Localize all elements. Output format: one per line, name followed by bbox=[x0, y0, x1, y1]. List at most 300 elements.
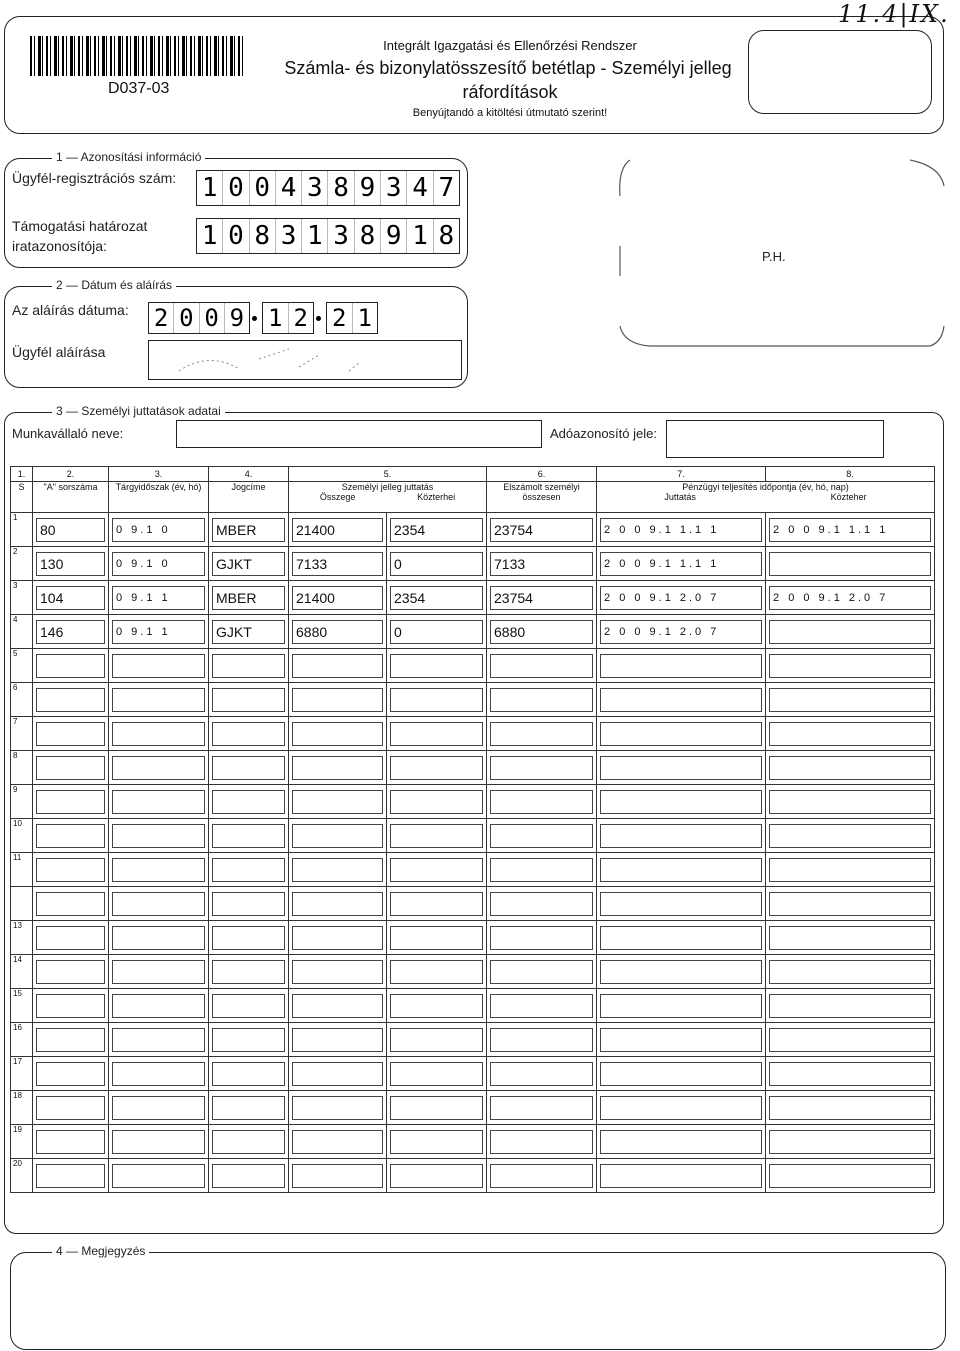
table-cell bbox=[597, 649, 766, 683]
charge-payment-date-field[interactable]: 2 0 0 9.1 2.0 7 bbox=[769, 586, 931, 610]
table-cell bbox=[597, 1057, 766, 1091]
charge-payment-date-field[interactable] bbox=[769, 620, 931, 644]
table-cell bbox=[289, 853, 387, 887]
benefit-payment-date-field[interactable] bbox=[600, 1028, 762, 1052]
charge-payment-date-field[interactable] bbox=[769, 756, 931, 780]
table-cell bbox=[109, 1091, 209, 1125]
date-year[interactable]: 2 0 0 9 bbox=[148, 302, 250, 334]
benefit-payment-date-field[interactable] bbox=[600, 688, 762, 712]
amount-field[interactable] bbox=[292, 926, 383, 950]
title-field[interactable]: MBER bbox=[212, 586, 285, 610]
table-row bbox=[11, 989, 935, 1023]
table-cell bbox=[387, 1125, 487, 1159]
table-cell bbox=[766, 547, 935, 581]
table-cell bbox=[766, 853, 935, 887]
benefit-payment-date-field[interactable] bbox=[600, 1062, 762, 1086]
settled-total-field[interactable] bbox=[490, 1130, 593, 1154]
header-payment-group bbox=[597, 482, 935, 513]
title-field[interactable] bbox=[212, 858, 285, 882]
settled-total-field[interactable]: 23754 bbox=[490, 518, 593, 542]
table-cell bbox=[766, 751, 935, 785]
system-name: Integrált Igazgatási és Ellenőrzési Rendszer bbox=[383, 38, 637, 53]
title-field[interactable] bbox=[212, 892, 285, 916]
a-serial-field[interactable]: 146 bbox=[36, 620, 105, 644]
table-cell bbox=[33, 513, 109, 547]
table-cell bbox=[33, 581, 109, 615]
charge-payment-date-field[interactable] bbox=[769, 858, 931, 882]
form-title-2: ráfordítások bbox=[462, 82, 558, 102]
charge-payment-date-field[interactable] bbox=[769, 1130, 931, 1154]
public-charge-field[interactable]: 2354 bbox=[390, 586, 483, 610]
charge-payment-date-field[interactable] bbox=[769, 1028, 931, 1052]
public-charge-field[interactable] bbox=[390, 824, 483, 848]
table-cell bbox=[209, 887, 289, 921]
barcode bbox=[30, 36, 244, 76]
header-personal-label: Személyi jelleg juttatás bbox=[341, 482, 434, 492]
signature-label: Ügyfél aláírása bbox=[12, 344, 106, 360]
table-cell bbox=[766, 1159, 935, 1193]
title-field[interactable] bbox=[212, 1096, 285, 1120]
amount-field[interactable] bbox=[292, 994, 383, 1018]
a-serial-field[interactable] bbox=[36, 824, 105, 848]
table-body bbox=[11, 513, 935, 1193]
amount-field[interactable]: 21400 bbox=[292, 586, 383, 610]
table-row bbox=[11, 717, 935, 751]
table-cell bbox=[109, 853, 209, 887]
benefit-payment-date-field[interactable] bbox=[600, 994, 762, 1018]
table-cell bbox=[597, 1159, 766, 1193]
public-charge-field[interactable] bbox=[390, 1062, 483, 1086]
charge-payment-date-field[interactable] bbox=[769, 654, 931, 678]
amount-field[interactable] bbox=[292, 654, 383, 678]
period-field[interactable] bbox=[112, 1096, 205, 1120]
table-cell bbox=[387, 1023, 487, 1057]
table-cell bbox=[766, 717, 935, 751]
amount-field[interactable] bbox=[292, 790, 383, 814]
client-reg-number: 1 0 0 4 3 8 9 3 4 7 bbox=[196, 170, 460, 206]
public-charge-field[interactable] bbox=[390, 858, 483, 882]
table-row bbox=[11, 581, 935, 615]
table-cell bbox=[209, 649, 289, 683]
table-cell bbox=[487, 1057, 597, 1091]
table-cell bbox=[487, 1091, 597, 1125]
public-charge-field[interactable] bbox=[390, 654, 483, 678]
table-cell bbox=[597, 615, 766, 649]
form-code: D037-03 bbox=[108, 80, 170, 97]
charge-payment-date-field[interactable] bbox=[769, 926, 931, 950]
table-cell bbox=[487, 717, 597, 751]
table-cell bbox=[597, 819, 766, 853]
title-field[interactable]: GJKT bbox=[212, 620, 285, 644]
public-charge-field[interactable] bbox=[390, 994, 483, 1018]
settled-total-field[interactable]: 23754 bbox=[490, 586, 593, 610]
table-cell bbox=[487, 547, 597, 581]
table-cell bbox=[766, 1023, 935, 1057]
table-cell bbox=[209, 547, 289, 581]
table-cell bbox=[487, 887, 597, 921]
a-serial-field[interactable]: 104 bbox=[36, 586, 105, 610]
employee-name-label: Munkavállaló neve: bbox=[12, 426, 124, 441]
table-cell bbox=[109, 615, 209, 649]
table-cell bbox=[209, 785, 289, 819]
benefit-payment-date-field[interactable] bbox=[600, 926, 762, 950]
header-period: Tárgyidőszak (év, hó) bbox=[109, 482, 209, 513]
amount-field[interactable] bbox=[292, 960, 383, 984]
section4-title: 4 — Megjegyzés bbox=[52, 1244, 149, 1258]
period-field[interactable] bbox=[112, 926, 205, 950]
settled-total-field[interactable]: 7133 bbox=[490, 552, 593, 576]
a-serial-field[interactable] bbox=[36, 892, 105, 916]
col-number: 5. bbox=[289, 467, 487, 482]
date-label: Az aláírás dátuma: bbox=[12, 302, 129, 318]
title-field[interactable]: GJKT bbox=[212, 552, 285, 576]
row-number: 2 bbox=[11, 547, 33, 581]
title-field[interactable] bbox=[212, 1062, 285, 1086]
public-charge-field[interactable] bbox=[390, 1096, 483, 1120]
table-cell bbox=[109, 1159, 209, 1193]
table-cell bbox=[487, 1159, 597, 1193]
settled-total-field[interactable] bbox=[490, 1164, 593, 1188]
amount-field[interactable] bbox=[292, 824, 383, 848]
table-cell bbox=[766, 955, 935, 989]
benefit-payment-date-field[interactable] bbox=[600, 1096, 762, 1120]
table-row bbox=[11, 1125, 935, 1159]
public-charge-field[interactable] bbox=[390, 926, 483, 950]
benefit-payment-date-field[interactable] bbox=[600, 858, 762, 882]
amount-field[interactable] bbox=[292, 756, 383, 780]
charge-payment-date-field[interactable] bbox=[769, 892, 931, 916]
row-number: 18 bbox=[11, 1091, 33, 1125]
row-number: 7 bbox=[11, 717, 33, 751]
title-field[interactable] bbox=[212, 926, 285, 950]
table-cell bbox=[289, 581, 387, 615]
settled-total-field[interactable] bbox=[490, 654, 593, 678]
settled-total-field[interactable] bbox=[490, 824, 593, 848]
amount-field[interactable]: 7133 bbox=[292, 552, 383, 576]
header-benefit: Juttatás bbox=[664, 492, 696, 502]
benefit-payment-date-field[interactable] bbox=[600, 1130, 762, 1154]
row-number: 11 bbox=[11, 853, 33, 887]
table-row bbox=[11, 1091, 935, 1125]
section3-title: 3 — Személyi juttatások adatai bbox=[52, 404, 225, 418]
a-serial-field[interactable] bbox=[36, 688, 105, 712]
table-cell bbox=[487, 513, 597, 547]
charge-payment-date-field[interactable] bbox=[769, 1164, 931, 1188]
section1-title: 1 — Azonosítási információ bbox=[52, 150, 205, 164]
settled-total-field[interactable] bbox=[490, 960, 593, 984]
title-field[interactable] bbox=[212, 756, 285, 780]
public-charge-field[interactable]: 0 bbox=[390, 552, 483, 576]
table-cell bbox=[387, 955, 487, 989]
amount-field[interactable] bbox=[292, 1130, 383, 1154]
benefit-payment-date-field[interactable] bbox=[600, 756, 762, 780]
benefit-payment-date-field[interactable] bbox=[600, 892, 762, 916]
settled-total-field[interactable] bbox=[490, 1062, 593, 1086]
table-cell bbox=[387, 1159, 487, 1193]
benefit-payment-date-field[interactable]: 2 0 0 9.1 2.0 7 bbox=[600, 586, 762, 610]
table-cell bbox=[33, 921, 109, 955]
settled-total-field[interactable] bbox=[490, 688, 593, 712]
title-field[interactable] bbox=[212, 960, 285, 984]
benefit-payment-date-field[interactable] bbox=[600, 790, 762, 814]
period-field[interactable] bbox=[112, 756, 205, 780]
benefit-payment-date-field[interactable]: 2 0 0 9.1 1.1 1 bbox=[600, 552, 762, 576]
settled-total-field[interactable] bbox=[490, 858, 593, 882]
header-personal-group bbox=[289, 482, 487, 513]
title-field[interactable]: MBER bbox=[212, 518, 285, 542]
table-cell bbox=[387, 887, 487, 921]
charge-payment-date-field[interactable] bbox=[769, 1062, 931, 1086]
tax-id-field[interactable] bbox=[666, 420, 884, 458]
benefits-table bbox=[10, 466, 935, 1193]
amount-field[interactable] bbox=[292, 1028, 383, 1052]
row-number: 16 bbox=[11, 1023, 33, 1057]
table-cell bbox=[209, 955, 289, 989]
settled-total-field[interactable] bbox=[490, 722, 593, 746]
public-charge-field[interactable] bbox=[390, 960, 483, 984]
amount-field[interactable] bbox=[292, 1096, 383, 1120]
title-field[interactable] bbox=[212, 688, 285, 712]
public-charge-field[interactable] bbox=[390, 892, 483, 916]
a-serial-field[interactable] bbox=[36, 756, 105, 780]
benefit-payment-date-field[interactable] bbox=[600, 654, 762, 678]
table-cell bbox=[33, 683, 109, 717]
a-serial-field[interactable] bbox=[36, 960, 105, 984]
title-field[interactable] bbox=[212, 1028, 285, 1052]
table-cell bbox=[289, 1091, 387, 1125]
date-month[interactable]: 1 2 bbox=[262, 302, 314, 334]
a-serial-field[interactable] bbox=[36, 994, 105, 1018]
table-cell bbox=[387, 615, 487, 649]
table-cell bbox=[487, 1125, 597, 1159]
settled-total-field[interactable] bbox=[490, 790, 593, 814]
table-cell bbox=[387, 1057, 487, 1091]
table-cell bbox=[209, 1057, 289, 1091]
row-number: 9 bbox=[11, 785, 33, 819]
col-number: 1. bbox=[11, 467, 33, 482]
amount-field[interactable]: 21400 bbox=[292, 518, 383, 542]
table-row bbox=[11, 683, 935, 717]
table-cell bbox=[387, 581, 487, 615]
title-field[interactable] bbox=[212, 994, 285, 1018]
public-charge-field[interactable] bbox=[390, 790, 483, 814]
charge-payment-date-field[interactable] bbox=[769, 552, 931, 576]
table-cell bbox=[33, 1159, 109, 1193]
period-field[interactable] bbox=[112, 654, 205, 678]
public-charge-field[interactable]: 2354 bbox=[390, 518, 483, 542]
amount-field[interactable] bbox=[292, 892, 383, 916]
table-cell bbox=[487, 921, 597, 955]
a-serial-field[interactable] bbox=[36, 1096, 105, 1120]
title-field[interactable] bbox=[212, 1164, 285, 1188]
table-cell bbox=[33, 717, 109, 751]
table-cell bbox=[597, 581, 766, 615]
benefit-payment-date-field[interactable] bbox=[600, 722, 762, 746]
table-cell bbox=[387, 921, 487, 955]
benefit-payment-date-field[interactable]: 2 0 0 9.1 1.1 1 bbox=[600, 518, 762, 542]
period-field[interactable]: 0 9.1 0 bbox=[112, 518, 205, 542]
title-field[interactable] bbox=[212, 790, 285, 814]
signature-field[interactable] bbox=[148, 340, 462, 380]
table-cell bbox=[387, 853, 487, 887]
settled-total-field[interactable]: 6880 bbox=[490, 620, 593, 644]
charge-payment-date-field[interactable] bbox=[769, 960, 931, 984]
form-title: Számla- és bizonylatösszesítő betétlap - Személyi jelleg bbox=[284, 58, 732, 78]
a-serial-field[interactable] bbox=[36, 1130, 105, 1154]
charge-payment-date-field[interactable]: 2 0 0 9.1 1.1 1 bbox=[769, 518, 931, 542]
table-cell bbox=[289, 955, 387, 989]
table-cell bbox=[109, 513, 209, 547]
table-cell bbox=[209, 1159, 289, 1193]
charge-payment-date-field[interactable] bbox=[769, 994, 931, 1018]
table-cell bbox=[109, 683, 209, 717]
charge-payment-date-field[interactable] bbox=[769, 824, 931, 848]
period-field[interactable] bbox=[112, 1130, 205, 1154]
period-field[interactable] bbox=[112, 960, 205, 984]
period-field[interactable]: 0 9.1 1 bbox=[112, 620, 205, 644]
settled-total-field[interactable] bbox=[490, 892, 593, 916]
table-cell bbox=[597, 887, 766, 921]
title-field[interactable] bbox=[212, 824, 285, 848]
period-field[interactable] bbox=[112, 790, 205, 814]
date-day[interactable]: 2 1 bbox=[326, 302, 378, 334]
table-cell bbox=[209, 1023, 289, 1057]
title-field[interactable] bbox=[212, 1130, 285, 1154]
header-s: S bbox=[11, 482, 33, 513]
a-serial-field[interactable] bbox=[36, 858, 105, 882]
period-field[interactable] bbox=[112, 688, 205, 712]
row-number: 20 bbox=[11, 1159, 33, 1193]
settled-total-field[interactable] bbox=[490, 926, 593, 950]
a-serial-field[interactable] bbox=[36, 654, 105, 678]
public-charge-field[interactable] bbox=[390, 756, 483, 780]
table-row bbox=[11, 785, 935, 819]
table-cell bbox=[766, 649, 935, 683]
amount-field[interactable] bbox=[292, 858, 383, 882]
a-serial-field[interactable]: 130 bbox=[36, 552, 105, 576]
table-cell bbox=[487, 615, 597, 649]
period-field[interactable] bbox=[112, 824, 205, 848]
amount-field[interactable] bbox=[292, 688, 383, 712]
period-field[interactable] bbox=[112, 1028, 205, 1052]
table-row bbox=[11, 1057, 935, 1091]
instruction: Benyújtandó a kitöltési útmutató szerint! bbox=[412, 107, 608, 119]
row-number: 8 bbox=[11, 751, 33, 785]
a-serial-field[interactable] bbox=[36, 1028, 105, 1052]
table-cell bbox=[487, 785, 597, 819]
header-amount: Összege bbox=[319, 492, 356, 502]
amount-field[interactable] bbox=[292, 722, 383, 746]
public-charge-field[interactable] bbox=[390, 1028, 483, 1052]
date-dot bbox=[316, 316, 321, 321]
amount-field[interactable]: 6880 bbox=[292, 620, 383, 644]
period-field[interactable] bbox=[112, 892, 205, 916]
table-cell bbox=[33, 819, 109, 853]
period-field[interactable] bbox=[112, 1062, 205, 1086]
charge-payment-date-field[interactable] bbox=[769, 688, 931, 712]
settled-total-field[interactable] bbox=[490, 1096, 593, 1120]
period-field[interactable] bbox=[112, 722, 205, 746]
table-cell bbox=[109, 887, 209, 921]
table-cell bbox=[33, 649, 109, 683]
table-cell bbox=[597, 751, 766, 785]
table-cell bbox=[33, 1125, 109, 1159]
header-public-charge2: Közteher bbox=[830, 492, 867, 502]
table-cell bbox=[289, 683, 387, 717]
table-cell bbox=[597, 1125, 766, 1159]
amount-field[interactable] bbox=[292, 1062, 383, 1086]
date-dot bbox=[252, 316, 257, 321]
table-cell bbox=[597, 717, 766, 751]
charge-payment-date-field[interactable] bbox=[769, 790, 931, 814]
benefit-payment-date-field[interactable]: 2 0 0 9.1 2.0 7 bbox=[600, 620, 762, 644]
table-cell bbox=[766, 683, 935, 717]
table-cell bbox=[289, 649, 387, 683]
public-charge-field[interactable]: 0 bbox=[390, 620, 483, 644]
benefit-payment-date-field[interactable] bbox=[600, 1164, 762, 1188]
settled-total-field[interactable] bbox=[490, 1028, 593, 1052]
row-number: 19 bbox=[11, 1125, 33, 1159]
table-cell bbox=[487, 1023, 597, 1057]
table-cell bbox=[487, 989, 597, 1023]
table-cell bbox=[597, 785, 766, 819]
title-field[interactable] bbox=[212, 654, 285, 678]
table-cell bbox=[109, 955, 209, 989]
charge-payment-date-field[interactable] bbox=[769, 722, 931, 746]
table-cell bbox=[387, 751, 487, 785]
table-cell bbox=[289, 1023, 387, 1057]
period-field[interactable]: 0 9.1 1 bbox=[112, 586, 205, 610]
row-number: 6 bbox=[11, 683, 33, 717]
table-cell bbox=[289, 989, 387, 1023]
period-field[interactable] bbox=[112, 858, 205, 882]
benefit-payment-date-field[interactable] bbox=[600, 960, 762, 984]
public-charge-field[interactable] bbox=[390, 1130, 483, 1154]
table-cell bbox=[33, 785, 109, 819]
table-row bbox=[11, 615, 935, 649]
table-cell bbox=[33, 615, 109, 649]
header-settled-label: Elszámolt személyi bbox=[503, 482, 580, 492]
table-cell bbox=[289, 887, 387, 921]
a-serial-field[interactable] bbox=[36, 926, 105, 950]
a-serial-field[interactable] bbox=[36, 790, 105, 814]
handwritten-note: 11.4|IX. bbox=[838, 0, 950, 28]
benefit-payment-date-field[interactable] bbox=[600, 824, 762, 848]
table-cell bbox=[209, 921, 289, 955]
notes-field[interactable] bbox=[10, 1252, 946, 1350]
title-field[interactable] bbox=[212, 722, 285, 746]
a-serial-field[interactable]: 80 bbox=[36, 518, 105, 542]
table-cell bbox=[766, 921, 935, 955]
settled-total-field[interactable] bbox=[490, 756, 593, 780]
table-cell bbox=[597, 1023, 766, 1057]
a-serial-field[interactable] bbox=[36, 1164, 105, 1188]
amount-field[interactable] bbox=[292, 1164, 383, 1188]
period-field[interactable]: 0 9.1 0 bbox=[112, 552, 205, 576]
employee-name-field[interactable] bbox=[176, 420, 542, 448]
table-cell bbox=[109, 547, 209, 581]
period-field[interactable] bbox=[112, 1164, 205, 1188]
settled-total-field[interactable] bbox=[490, 994, 593, 1018]
public-charge-field[interactable] bbox=[390, 722, 483, 746]
a-serial-field[interactable] bbox=[36, 1062, 105, 1086]
charge-payment-date-field[interactable] bbox=[769, 1096, 931, 1120]
public-charge-field[interactable] bbox=[390, 688, 483, 712]
public-charge-field[interactable] bbox=[390, 1164, 483, 1188]
period-field[interactable] bbox=[112, 994, 205, 1018]
a-serial-field[interactable] bbox=[36, 722, 105, 746]
header-title: Jogcíme bbox=[209, 482, 289, 513]
